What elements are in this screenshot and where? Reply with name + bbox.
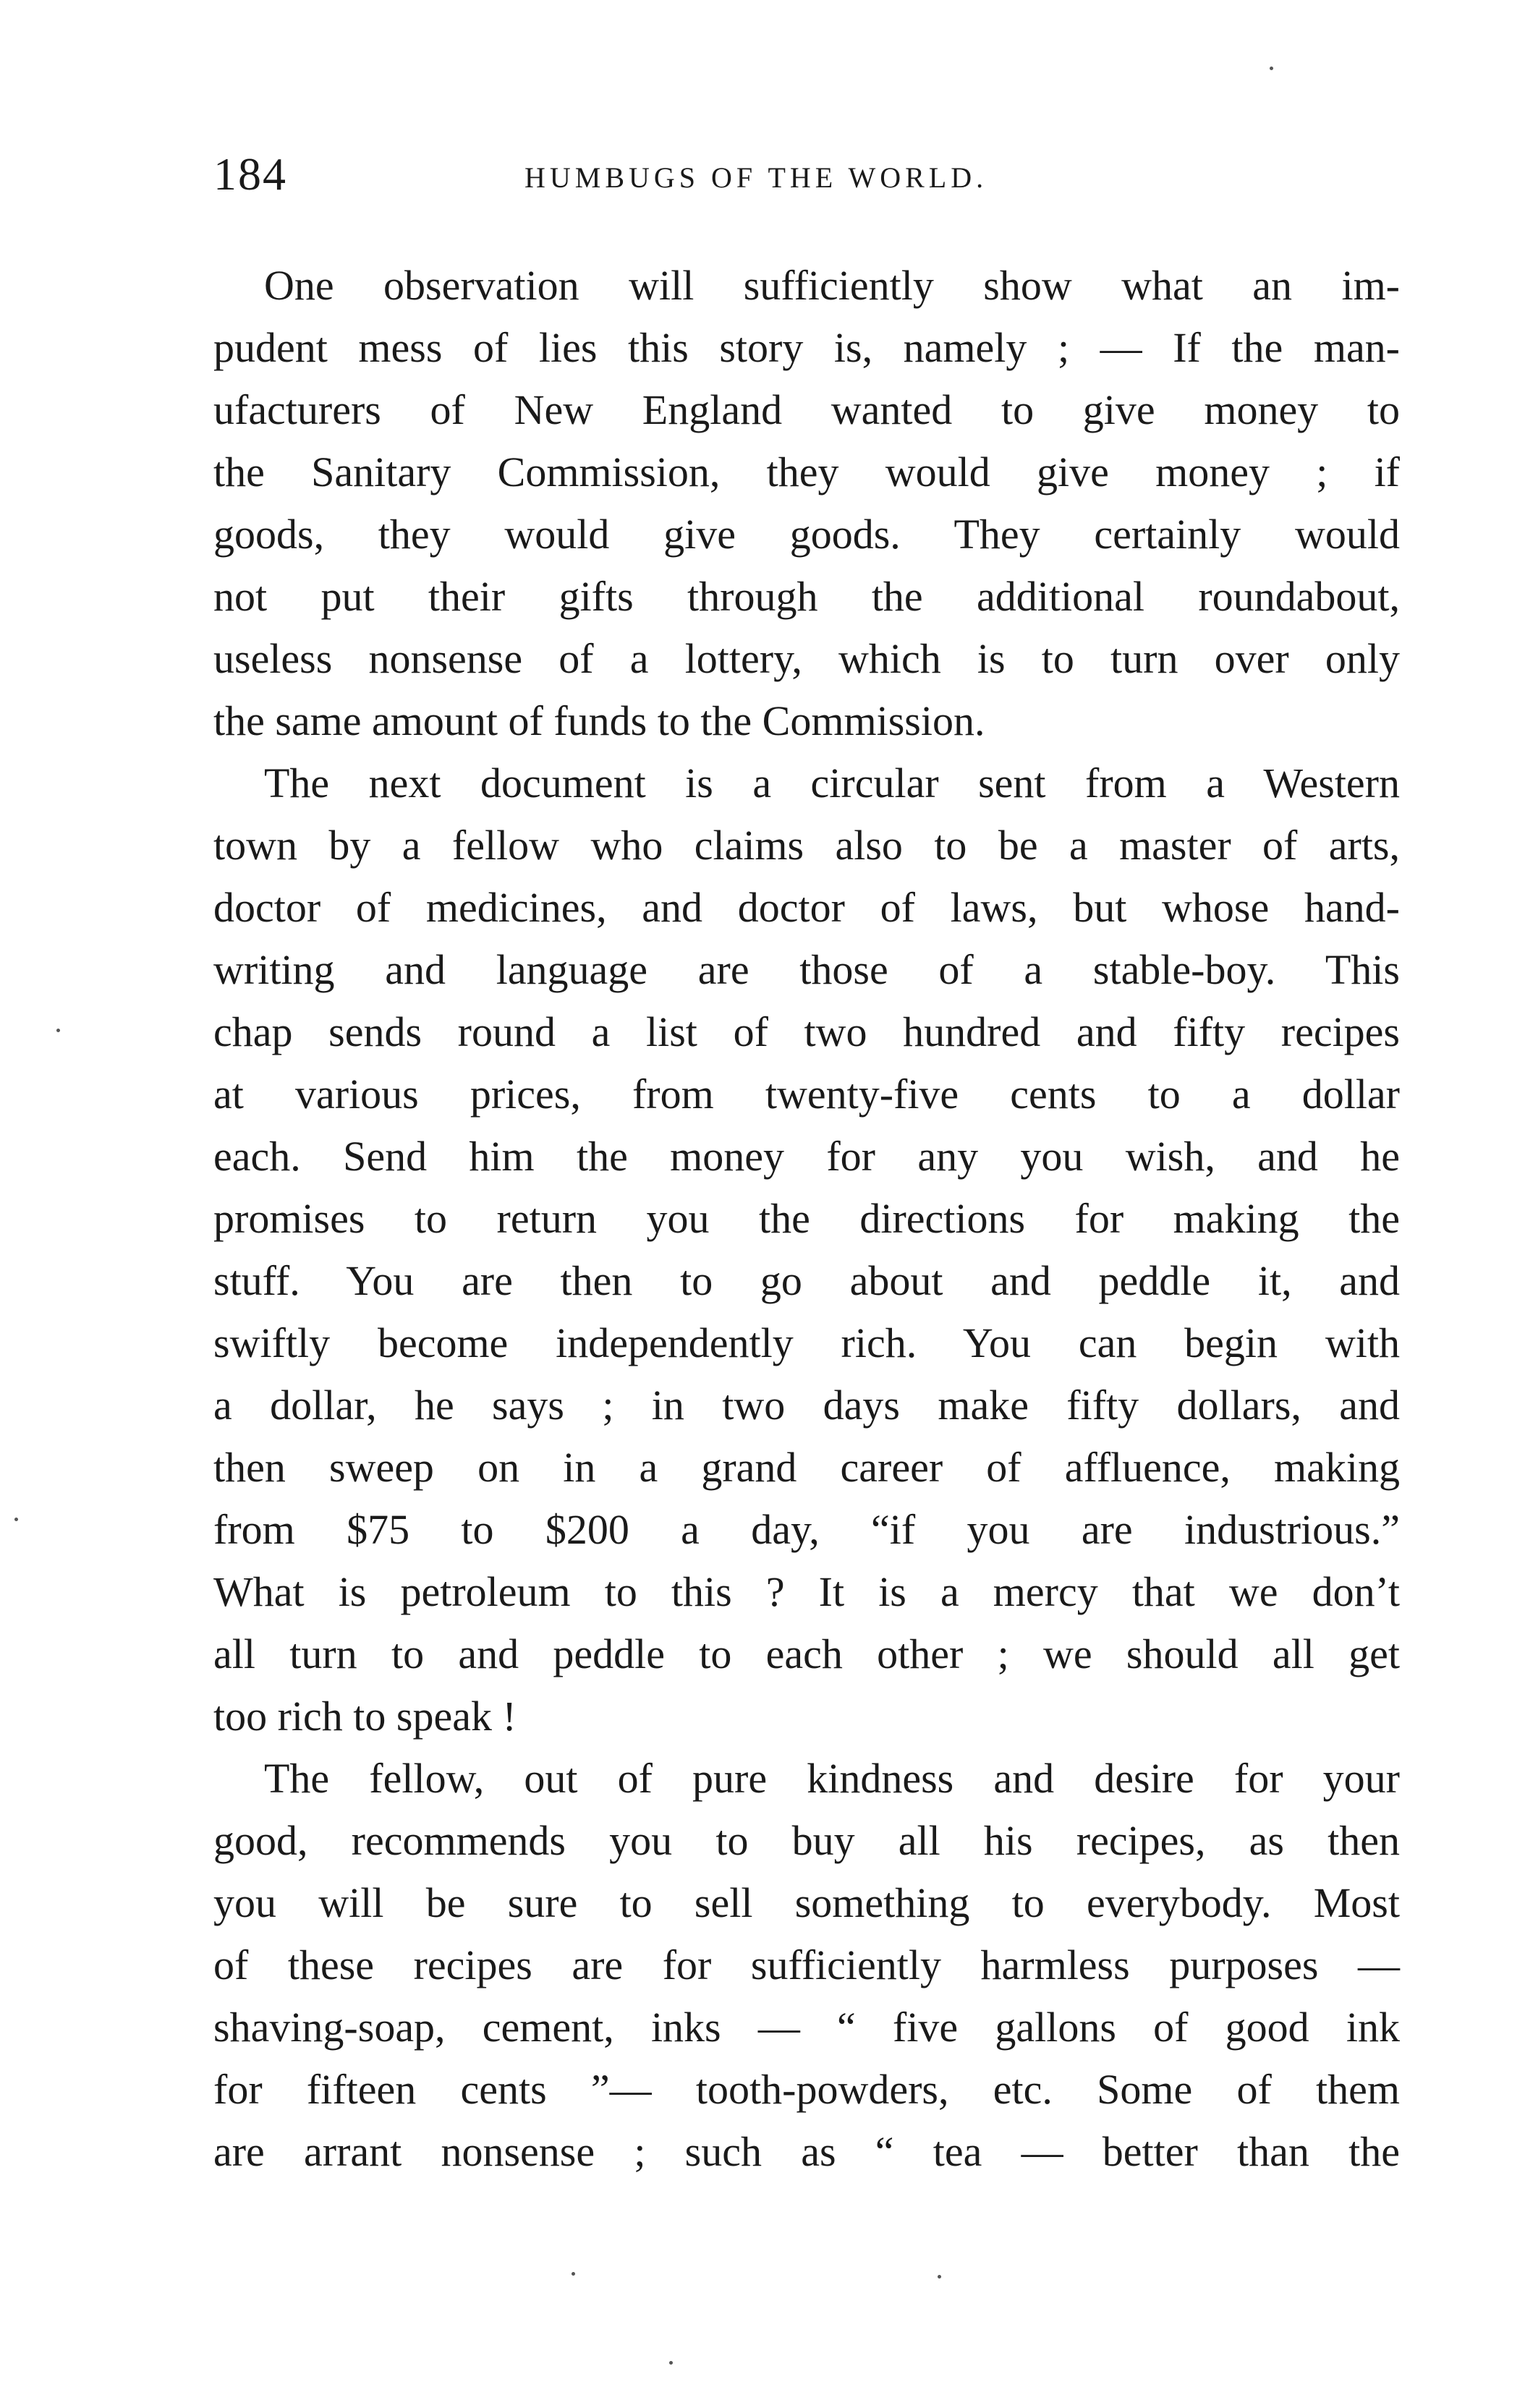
paragraph-2 <box>213 752 1400 1748</box>
body-text <box>213 255 1400 2183</box>
scan-speck <box>14 1518 18 1521</box>
text-line: useless nonsense of a lottery, which is to turn over only <box>213 635 1400 682</box>
text-line: at various prices, from twenty-five cents to a dollar <box>213 1071 1400 1118</box>
text-line: pudent mess of lies this story is, namely ; — If the man- <box>213 324 1400 371</box>
text-line: shaving-soap, cement, inks — “ five gallons of good ink <box>213 2004 1400 2051</box>
text-line: the Sanitary Commission, they would give money ; if <box>213 448 1400 495</box>
text-line: ufacturers of New England wanted to give money to <box>213 386 1400 433</box>
text-line: the same amount of funds to the Commission. <box>213 697 985 744</box>
text-line: of these recipes are for sufficiently harmless purposes — <box>213 1941 1400 1988</box>
scan-speck <box>938 2275 941 2279</box>
text-line: a dollar, he says ; in two days make fifty dollars, and <box>213 1382 1400 1429</box>
paragraph-3 <box>213 1748 1400 2183</box>
text-line: The fellow, out of pure kindness and desire for your <box>264 1755 1400 1802</box>
scan-speck <box>669 2361 673 2365</box>
text-line: stuff. You are then to go about and peddle it, and <box>213 1257 1400 1304</box>
text-line: for fifteen cents ”— tooth-powders, etc. Some of them <box>213 2066 1400 2113</box>
text-line: chap sends round a list of two hundred and fifty recipes <box>213 1008 1400 1055</box>
text-line: too rich to speak ! <box>213 1693 517 1740</box>
text-line: doctor of medicines, and doctor of laws, but whose hand- <box>213 884 1400 931</box>
page-number: 184 <box>213 148 287 200</box>
page-header <box>213 142 1400 207</box>
text-line: What is petroleum to this ? It is a mercy that we don’t <box>213 1568 1400 1615</box>
running-head: HUMBUGS OF THE WORLD. <box>524 161 988 194</box>
paragraph-1 <box>213 255 1400 752</box>
text-line: not put their gifts through the additional roundabout, <box>213 573 1400 620</box>
text-line: goods, they would give goods. They certainly would <box>213 511 1400 558</box>
text-line: are arrant nonsense ; such as “ tea — better than the <box>213 2128 1400 2175</box>
text-line: all turn to and peddle to each other ; we should all get <box>213 1630 1400 1677</box>
scan-speck <box>1270 67 1273 70</box>
text-line: The next document is a circular sent from a Western <box>264 760 1400 807</box>
text-line: town by a fellow who claims also to be a master of arts, <box>213 822 1400 869</box>
text-line: each. Send him the money for any you wish, and he <box>213 1133 1400 1180</box>
text-line: promises to return you the directions for making the <box>213 1195 1400 1242</box>
scan-speck <box>56 1029 60 1032</box>
text-line: from $75 to $200 a day, “if you are industrious.” <box>213 1506 1400 1553</box>
scan-speck <box>572 2272 575 2276</box>
text-line: then sweep on in a grand career of affluence, making <box>213 1444 1400 1491</box>
text-line: good, recommends you to buy all his recipes, as then <box>213 1817 1400 1864</box>
text-line: One observation will sufficiently show what an im- <box>264 262 1400 309</box>
text-line: you will be sure to sell something to everybody. Most <box>213 1879 1400 1926</box>
text-line: swiftly become independently rich. You can begin with <box>213 1319 1400 1366</box>
text-line: writing and language are those of a stable-boy. This <box>213 946 1400 993</box>
